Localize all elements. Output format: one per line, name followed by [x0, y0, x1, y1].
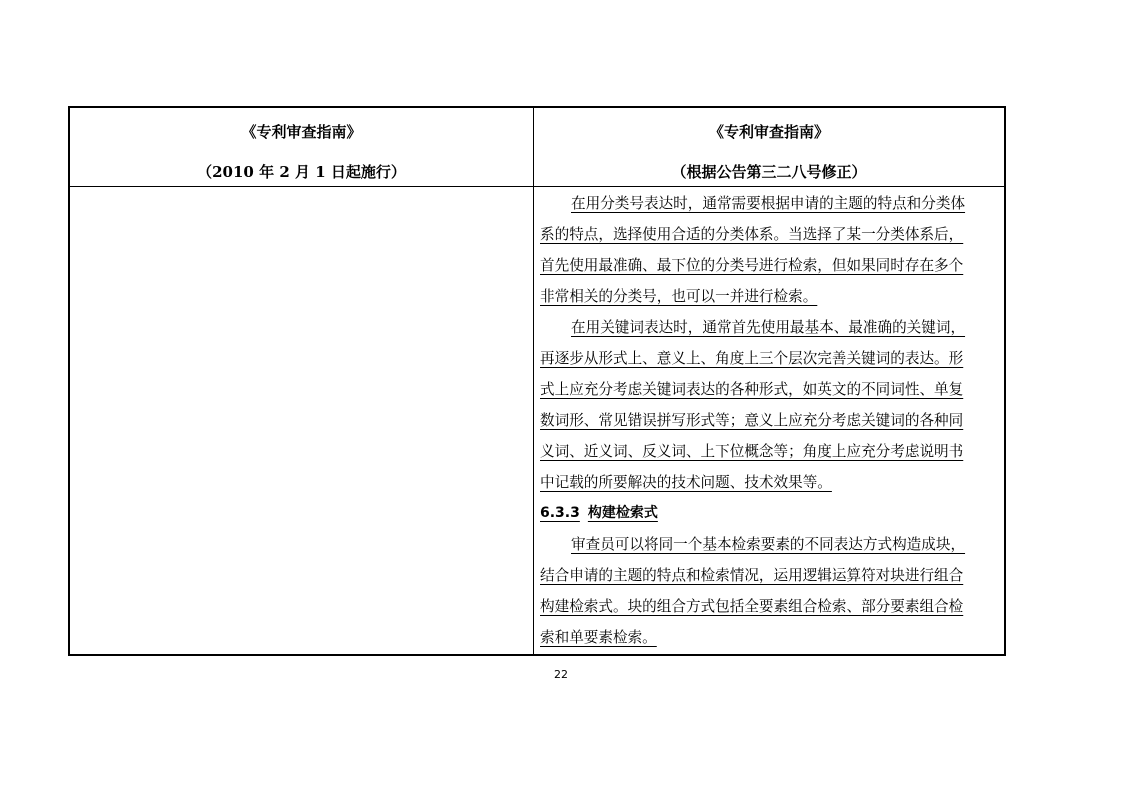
paragraph-line: 结合申请的主题的特点和检索情况，运用逻辑运算符对块进行组合: [540, 567, 964, 584]
paragraph-line: 非常相关的分类号，也可以一并进行检索。: [540, 288, 818, 305]
section-heading: [540, 498, 1000, 529]
paragraph-line: 数词形、常见错误拼写形式等；意义上应充分考虑关键词的各种同: [540, 412, 964, 429]
section-number: 6.3.3: [540, 505, 580, 521]
left-header-title: 《专利审查指南》: [241, 123, 362, 141]
right-column-body: [540, 188, 1000, 653]
paragraph-line: 构建检索式。块的组合方式包括全要素组合检索、部分要素组合检: [540, 598, 964, 615]
right-header-subtitle: （根据公告第三二八号修正）: [671, 163, 867, 181]
paragraph-line: 在用分类号表达时，通常需要根据申请的主题的特点和分类体: [571, 195, 966, 212]
paragraph-line: 首先使用最准确、最下位的分类号进行检索，但如果同时存在多个: [540, 257, 964, 274]
left-column-header: [70, 108, 533, 186]
page-number: 22: [554, 668, 568, 681]
paragraph-line: 再逐步从形式上、意义上、角度上三个层次完善关键词的表达。形: [540, 350, 964, 367]
comparison-table: [68, 106, 1006, 656]
paragraph-line: 式上应充分考虑关键词表达的各种形式，如英文的不同词性、单复: [540, 381, 964, 398]
paragraph-line: 义词、近义词、反义词、上下位概念等；角度上应充分考虑说明书: [540, 443, 964, 460]
paragraph-line: 索和单要素检索。: [540, 629, 657, 646]
column-divider: [533, 108, 534, 654]
left-header-subtitle: （2010 年 2 月 1 日起施行）: [197, 163, 406, 181]
paragraph-line: 审查员可以将同一个基本检索要素的不同表达方式构造成块，: [571, 536, 966, 553]
section-title: 构建检索式: [587, 505, 658, 521]
paragraph-line: 中记载的所要解决的技术问题、技术效果等。: [540, 474, 832, 491]
right-header-title: 《专利审查指南》: [708, 123, 829, 141]
right-column-header: [534, 108, 1004, 186]
header-divider: [70, 186, 1004, 187]
paragraph-line: 系的特点，选择使用合适的分类体系。当选择了某一分类体系后，: [540, 226, 964, 243]
paragraph-line: 在用关键词表达时，通常首先使用最基本、最准确的关键词，: [571, 319, 966, 336]
